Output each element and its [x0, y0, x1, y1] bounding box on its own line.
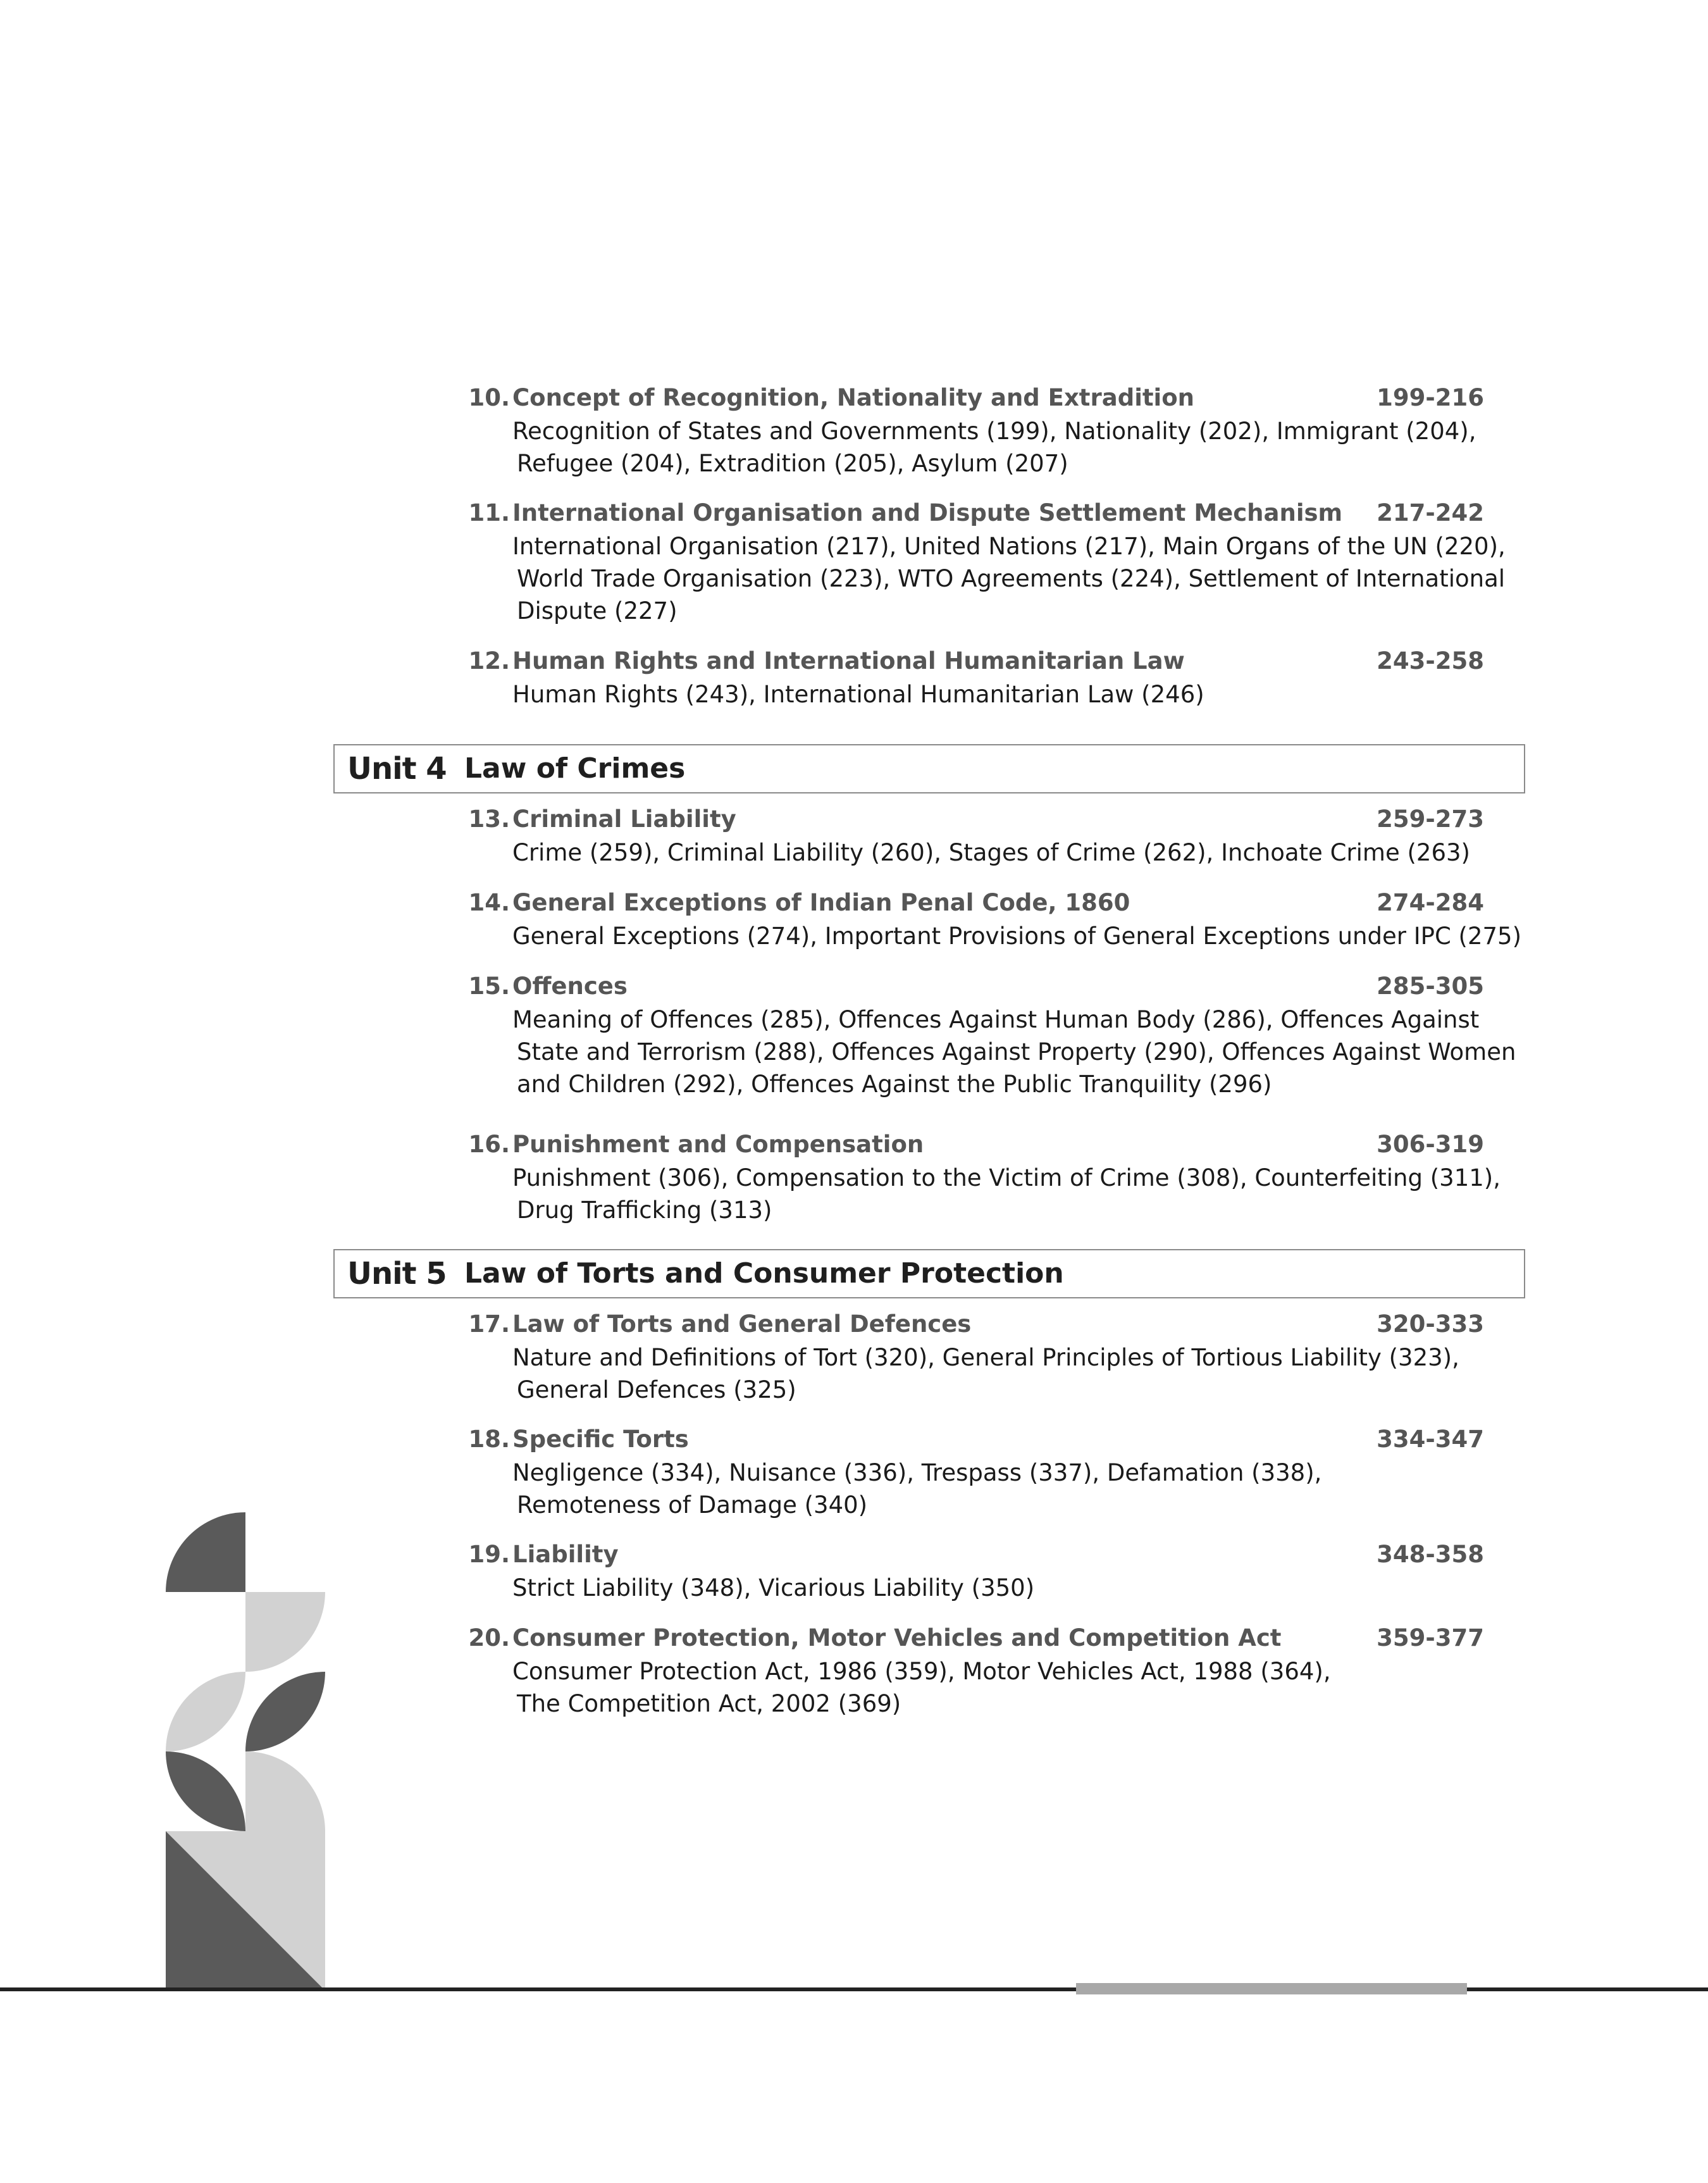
toc-entry-heading	[464, 1422, 1484, 1457]
light-quarter-circle-shape	[245, 1592, 325, 1672]
unit-title: Law of Torts and Consumer Protection	[464, 1257, 1064, 1290]
toc-entry[interactable]	[464, 1538, 1484, 1604]
chapter-page-range: 243-258	[1377, 647, 1484, 675]
chapter-title: Human Rights and International Humanitarian Law	[512, 647, 1185, 675]
chapter-title: Criminal Liability	[512, 805, 736, 833]
toc-entry-heading	[464, 381, 1484, 415]
light-leaf-shape	[166, 1672, 245, 1751]
chapter-page-range: 320-333	[1377, 1310, 1484, 1338]
chapter-topics-line: Nature and Definitions of Tort (320), General Principles of Tortious Liability (323),	[512, 1344, 1459, 1371]
chapter-number: 15.	[468, 973, 510, 1000]
chapter-page-range: 199-216	[1377, 384, 1484, 411]
chapter-page-range: 306-319	[1377, 1131, 1484, 1158]
chapter-number: 14.	[468, 889, 510, 916]
chapter-topics	[512, 1341, 1461, 1406]
chapter-number: 11.	[468, 499, 510, 526]
chapter-topics-line: Dispute (227)	[517, 597, 678, 625]
chapter-topics-line: Negligence (334), Nuisance (336), Trespass (337), Defamation (338),	[512, 1459, 1322, 1486]
chapter-page-range: 274-284	[1377, 889, 1484, 916]
toc-entry[interactable]	[464, 969, 1516, 1100]
chapter-page-range: 359-377	[1377, 1624, 1484, 1651]
toc-entry-heading	[464, 802, 1484, 837]
chapter-title: Law of Torts and General Defences	[512, 1310, 972, 1338]
chapter-topics	[512, 1162, 1501, 1226]
toc-entry[interactable]	[464, 496, 1506, 627]
chapter-number: 20.	[468, 1624, 510, 1651]
chapter-number: 18.	[468, 1426, 510, 1453]
toc-entry[interactable]	[464, 1307, 1484, 1406]
chapter-number: 19.	[468, 1541, 510, 1568]
chapter-topics	[512, 1655, 1461, 1720]
toc-entry-heading	[464, 1538, 1484, 1572]
toc-entry-heading	[464, 1621, 1484, 1655]
chapter-topics-line: General Defences (325)	[517, 1376, 796, 1403]
chapter-topics-line: Consumer Protection Act, 1986 (359), Motor Vehicles Act, 1988 (364),	[512, 1658, 1331, 1685]
chapter-topics-line: Remoteness of Damage (340)	[517, 1491, 868, 1519]
chapter-number: 10.	[468, 384, 510, 411]
chapter-number: 12.	[468, 647, 510, 675]
chapter-title: Consumer Protection, Motor Vehicles and Competition Act	[512, 1624, 1282, 1651]
chapter-topics	[512, 837, 1470, 869]
chapter-topics-line: International Organisation (217), United Nations (217), Main Organs of the UN (220),	[512, 533, 1506, 560]
toc-entry[interactable]	[464, 381, 1484, 480]
chapter-topics-line: Human Rights (243), International Humanitarian Law (246)	[512, 681, 1204, 708]
chapter-topics	[512, 1572, 1461, 1604]
unit-label: Unit 5	[347, 1256, 447, 1291]
bottom-accent-bar	[1076, 1983, 1467, 1994]
toc-entry[interactable]	[464, 1621, 1484, 1720]
toc-entry[interactable]	[464, 1128, 1501, 1226]
chapter-topics	[512, 678, 1461, 711]
toc-entry-heading	[464, 886, 1484, 920]
chapter-topics-line: Recognition of States and Governments (199), Nationality (202), Immigrant (204),	[512, 418, 1476, 445]
toc-entry[interactable]	[464, 644, 1484, 711]
chapter-number: 16.	[468, 1131, 510, 1158]
unit-label: Unit 4	[347, 751, 447, 787]
decorative-geometric-ornament	[166, 1512, 325, 1991]
toc-entry-heading	[464, 496, 1484, 530]
toc-entry-heading	[464, 969, 1484, 1004]
light-petal-shape	[245, 1751, 325, 1831]
chapter-topics	[512, 920, 1522, 952]
chapter-page-range: 285-305	[1377, 973, 1484, 1000]
dark-leaf-shape	[245, 1672, 325, 1751]
chapter-topics-line: Strict Liability (348), Vicarious Liability (350)	[512, 1574, 1035, 1601]
toc-entry-heading	[464, 1128, 1484, 1162]
dark-leaf-lower-shape	[166, 1751, 245, 1831]
toc-entry-heading	[464, 1307, 1484, 1341]
chapter-title: International Organisation and Dispute Settlement Mechanism	[512, 499, 1343, 526]
chapter-topics-line: Punishment (306), Compensation to the Victim of Crime (308), Counterfeiting (311),	[512, 1164, 1501, 1191]
chapter-title: Punishment and Compensation	[512, 1131, 924, 1158]
chapter-topics-line: World Trade Organisation (223), WTO Agreements (224), Settlement of International	[517, 565, 1506, 592]
unit-header	[333, 744, 1525, 793]
chapter-page-range: 217-242	[1377, 499, 1484, 526]
chapter-topics-line: Crime (259), Criminal Liability (260), Stages of Crime (262), Inchoate Crime (263)	[512, 839, 1470, 866]
chapter-title: Concept of Recognition, Nationality and Extradition	[512, 384, 1195, 411]
chapter-page-range: 348-358	[1377, 1541, 1484, 1568]
unit-header	[333, 1249, 1525, 1298]
chapter-page-range: 334-347	[1377, 1426, 1484, 1453]
toc-entry[interactable]	[464, 1422, 1484, 1521]
chapter-topics-line: State and Terrorism (288), Offences Against Property (290), Offences Against Women	[517, 1038, 1516, 1066]
dark-quarter-circle-shape	[166, 1512, 245, 1592]
toc-entry-heading	[464, 644, 1484, 678]
toc-entry[interactable]	[464, 802, 1484, 869]
chapter-title: Liability	[512, 1541, 619, 1568]
unit-title: Law of Crimes	[464, 752, 686, 785]
chapter-title: Specific Torts	[512, 1426, 689, 1453]
chapter-number: 13.	[468, 805, 510, 833]
chapter-title: Offences	[512, 973, 628, 1000]
chapter-title: General Exceptions of Indian Penal Code, 1860	[512, 889, 1130, 916]
chapter-number: 17.	[468, 1310, 510, 1338]
chapter-topics-line: Meaning of Offences (285), Offences Against Human Body (286), Offences Against	[512, 1006, 1480, 1033]
chapter-page-range: 259-273	[1377, 805, 1484, 833]
chapter-topics-line: Refugee (204), Extradition (205), Asylum (207)	[517, 450, 1068, 477]
chapter-topics	[512, 1457, 1461, 1521]
chapter-topics	[512, 415, 1476, 480]
chapter-topics	[512, 1004, 1516, 1100]
chapter-topics	[512, 530, 1506, 627]
chapter-topics-line: General Exceptions (274), Important Provisions of General Exceptions under IPC (275)	[512, 923, 1522, 950]
toc-entry[interactable]	[464, 886, 1522, 952]
chapter-topics-line: Drug Trafficking (313)	[517, 1197, 772, 1224]
chapter-topics-line: The Competition Act, 2002 (369)	[517, 1690, 901, 1717]
chapter-topics-line: and Children (292), Offences Against the Public Tranquility (296)	[517, 1071, 1272, 1098]
